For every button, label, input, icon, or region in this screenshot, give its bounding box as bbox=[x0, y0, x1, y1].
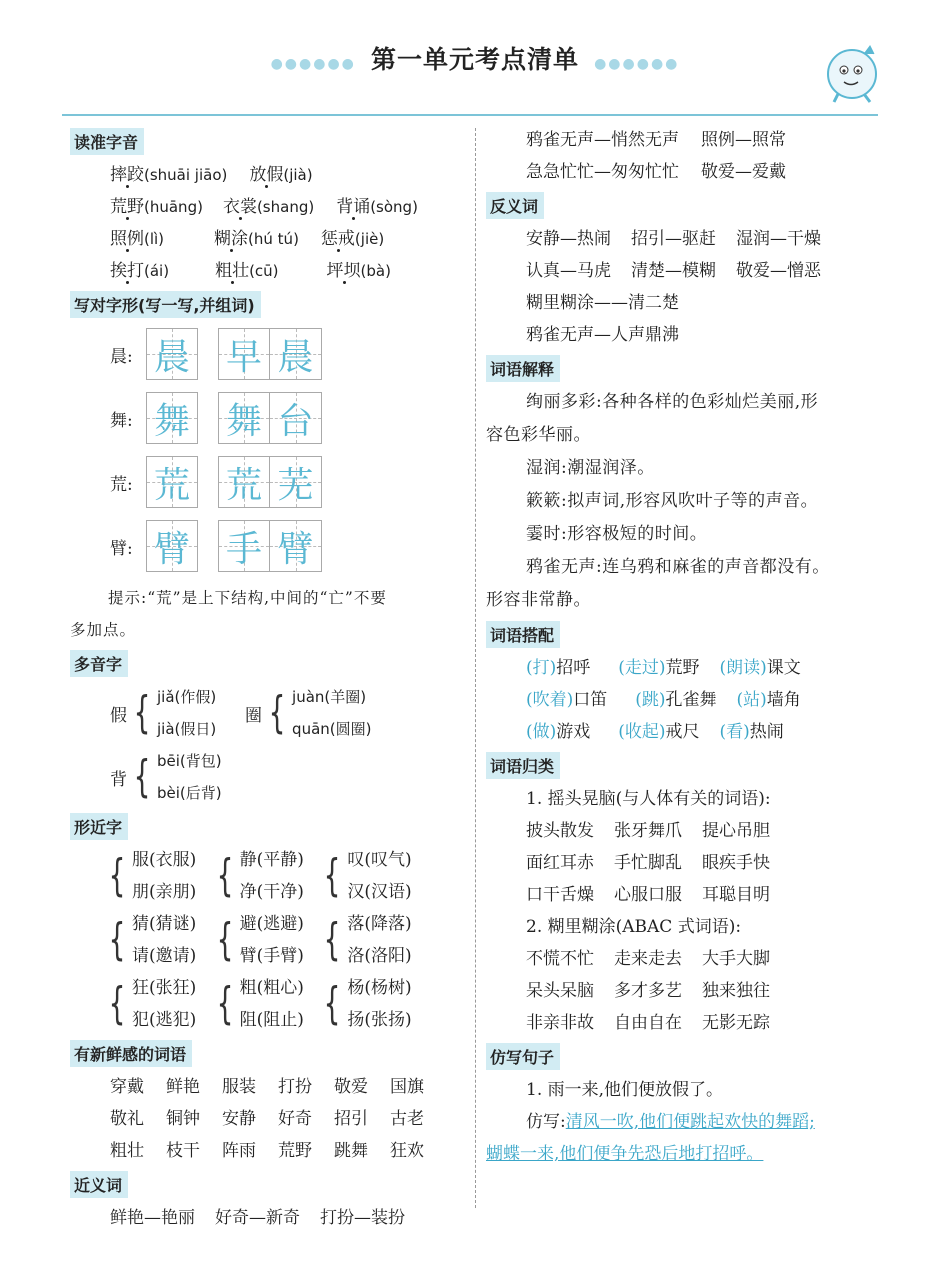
word: 打扮 bbox=[278, 1077, 312, 1097]
word: 敬爱 bbox=[334, 1077, 368, 1097]
word-row bbox=[486, 975, 886, 1007]
explanation-line: 绚丽多彩:各种各样的色彩灿烂美丽,形 bbox=[526, 392, 819, 412]
grid-box bbox=[146, 456, 198, 508]
antonym-pair: 鸦雀无声—人声鼎沸 bbox=[526, 325, 679, 345]
similar-char: 请(邀请) bbox=[132, 946, 197, 966]
synonym-pair: 打扮—装扮 bbox=[320, 1208, 405, 1228]
word: 非亲非故 bbox=[526, 1013, 594, 1033]
antonym-pair: 糊里糊涂——清二楚 bbox=[526, 293, 679, 313]
word: 放假 bbox=[249, 165, 284, 185]
column-divider bbox=[475, 128, 476, 1208]
left-column bbox=[70, 124, 466, 1234]
word: 粗壮 bbox=[110, 1141, 144, 1161]
word: 走来走去 bbox=[614, 949, 682, 969]
word: 好奇 bbox=[278, 1109, 312, 1129]
grid-box bbox=[270, 328, 322, 380]
grid-char: 臂 bbox=[277, 528, 314, 570]
word: 提心吊胆 bbox=[702, 821, 770, 841]
grid-box bbox=[146, 392, 198, 444]
grid-char: 早 bbox=[225, 336, 262, 378]
word: 衣裳 bbox=[222, 197, 257, 217]
antonym-pair: 清楚—模糊 bbox=[631, 261, 716, 281]
word: 不慌不忙 bbox=[526, 949, 594, 969]
word-row bbox=[70, 1071, 466, 1103]
synonym-pair: 急急忙忙—匆匆忙忙 bbox=[526, 162, 679, 182]
word: 课文 bbox=[766, 658, 801, 678]
imitation-label: 仿写: bbox=[526, 1112, 566, 1132]
polyphone-reading: jià(假日) bbox=[157, 720, 217, 738]
grid-char: 晨 bbox=[153, 336, 190, 378]
grid-char: 舞 bbox=[153, 400, 190, 442]
glyph-row bbox=[70, 450, 466, 514]
pinyin: (jiè) bbox=[354, 230, 385, 248]
collocation-row bbox=[486, 716, 886, 748]
synonym-pair: 鲜艳—艳丽 bbox=[110, 1208, 195, 1228]
pron-row bbox=[70, 159, 466, 191]
grid-box bbox=[146, 520, 198, 572]
similar-char: 叹(叹气) bbox=[347, 850, 412, 870]
word: 服装 bbox=[222, 1077, 256, 1097]
section-heading-imitation: 仿写句子 bbox=[486, 1043, 560, 1070]
imitation-answer: 清风一吹,他们便跳起欢快的舞蹈; bbox=[565, 1112, 815, 1132]
word: 敬礼 bbox=[110, 1109, 144, 1129]
word-row bbox=[70, 1135, 466, 1167]
explanation-line: 形容非常静。 bbox=[486, 590, 591, 610]
section-heading-classification: 词语归类 bbox=[486, 752, 560, 779]
similar-char: 狂(张狂) bbox=[132, 978, 197, 998]
grid-char: 芜 bbox=[277, 464, 314, 506]
word-row bbox=[486, 847, 886, 879]
word: 国旗 bbox=[390, 1077, 424, 1097]
word-row bbox=[70, 1103, 466, 1135]
antonym-pair: 招引—驱赶 bbox=[631, 229, 716, 249]
synonym-row bbox=[70, 1202, 466, 1234]
grid-box bbox=[270, 392, 322, 444]
polyphone-row: 假 { jiǎ(作假) jià(假日) 圈 { juàn(羊圈) quān(圆圈) bbox=[70, 681, 466, 745]
imitation-line bbox=[486, 1106, 886, 1138]
grid-box bbox=[146, 328, 198, 380]
decor-dots-left: ●●●●●● bbox=[270, 55, 356, 72]
section-heading-antonyms: 反义词 bbox=[486, 192, 544, 219]
section-heading-pronunciation: 读准字音 bbox=[70, 128, 144, 155]
pinyin: (bà) bbox=[360, 262, 391, 280]
section-heading-similar-chars: 形近字 bbox=[70, 813, 128, 840]
pinyin: (cū) bbox=[249, 262, 279, 280]
pron-row bbox=[70, 255, 466, 287]
section-heading-polyphones: 多音字 bbox=[70, 650, 128, 677]
similar-char: 猜(猜谜) bbox=[132, 914, 197, 934]
grid-box bbox=[270, 520, 322, 572]
collocation-row bbox=[486, 684, 886, 716]
synonym-pair: 照例—照常 bbox=[701, 130, 786, 150]
grid-box bbox=[218, 456, 270, 508]
similar-char: 净(干净) bbox=[239, 882, 304, 902]
imitation-line bbox=[486, 1138, 886, 1170]
collocation-row bbox=[486, 652, 886, 684]
hint-line: 多加点。 bbox=[70, 621, 137, 639]
word: 古老 bbox=[390, 1109, 424, 1129]
answer: (走过) bbox=[618, 658, 666, 678]
glyph-label: 荒: bbox=[110, 474, 133, 495]
word: 独来独往 bbox=[702, 981, 770, 1001]
similar-char: 服(衣服) bbox=[132, 850, 197, 870]
mascot-icon bbox=[820, 42, 884, 106]
synonym-pair: 敬爱—爱戴 bbox=[701, 162, 786, 182]
polyphone-row: 背 { bēi(背包) bèi(后背) bbox=[70, 745, 466, 809]
word: 枝干 bbox=[166, 1141, 200, 1161]
grid-char: 舞 bbox=[225, 400, 262, 442]
grid-char: 荒 bbox=[225, 464, 262, 506]
word: 耳聪目明 bbox=[702, 885, 770, 905]
explanation-line: 簌簌:拟声词,形容风吹叶子等的声音。 bbox=[526, 491, 819, 511]
word-row bbox=[486, 815, 886, 847]
section-heading-synonyms: 近义词 bbox=[70, 1171, 128, 1198]
glyph-label: 晨: bbox=[110, 346, 133, 367]
similar-char: 粗(粗心) bbox=[239, 978, 304, 998]
model-sentence: 1. 雨一来,他们便放假了。 bbox=[526, 1080, 724, 1100]
antonym-row bbox=[486, 255, 886, 287]
antonym-pair: 安静—热闹 bbox=[526, 229, 611, 249]
word: 狂欢 bbox=[390, 1141, 424, 1161]
word: 鲜艳 bbox=[166, 1077, 200, 1097]
answer: (收起) bbox=[618, 722, 666, 742]
header-rule bbox=[62, 114, 878, 116]
section-heading-collocations: 词语搭配 bbox=[486, 621, 560, 648]
grid-char: 晨 bbox=[277, 336, 314, 378]
word: 热闹 bbox=[749, 722, 784, 742]
polyphone-reading: jiǎ(作假) bbox=[157, 688, 217, 706]
pron-row bbox=[70, 223, 466, 255]
pinyin: (shuāi jiāo) bbox=[144, 166, 228, 184]
answer: (做) bbox=[526, 722, 557, 742]
similar-group-row: { 猜(猜谜) 请(邀请) { 避(逃避) 臂(手臂) { 落(降落) 洛(洛阳) bbox=[62, 908, 466, 972]
antonym-row bbox=[486, 287, 886, 319]
word: 照例 bbox=[110, 229, 144, 249]
glyph-row bbox=[70, 322, 466, 386]
similar-char: 朋(亲朋) bbox=[132, 882, 197, 902]
pinyin: (sòng) bbox=[370, 198, 418, 216]
similar-char: 扬(张扬) bbox=[347, 1010, 412, 1030]
pron-row bbox=[70, 191, 466, 223]
word: 披头散发 bbox=[526, 821, 594, 841]
explanation-line: 霎时:形容极短的时间。 bbox=[526, 524, 708, 544]
word-row bbox=[486, 879, 886, 911]
grid-box bbox=[218, 392, 270, 444]
word: 孔雀舞 bbox=[665, 690, 717, 710]
pinyin: (huāng) bbox=[144, 198, 203, 216]
similar-char: 犯(逃犯) bbox=[132, 1010, 197, 1030]
polyphone-char: 背 bbox=[110, 769, 127, 790]
grid-box bbox=[218, 328, 270, 380]
word: 坪坝 bbox=[326, 261, 361, 281]
word: 跳舞 bbox=[334, 1141, 368, 1161]
word: 大手大脚 bbox=[702, 949, 770, 969]
word: 自由自在 bbox=[614, 1013, 682, 1033]
word: 挨打 bbox=[110, 261, 144, 281]
answer: (站) bbox=[736, 690, 767, 710]
word: 背诵 bbox=[336, 197, 371, 217]
grid-box bbox=[218, 520, 270, 572]
synonym-pair: 鸦雀无声—悄然无声 bbox=[526, 130, 679, 150]
pinyin: (shang) bbox=[256, 198, 315, 216]
category-title: 2. 糊里糊涂(ABAC 式词语): bbox=[526, 917, 742, 937]
glyph-label: 舞: bbox=[110, 410, 133, 431]
word: 心服口服 bbox=[614, 885, 682, 905]
similar-char: 落(降落) bbox=[347, 914, 412, 934]
word: 墙角 bbox=[766, 690, 801, 710]
pinyin: (ái) bbox=[144, 262, 170, 280]
similar-char: 避(逃避) bbox=[239, 914, 304, 934]
word: 糊涂 bbox=[214, 229, 249, 249]
word: 粗壮 bbox=[215, 261, 250, 281]
hint-line: 提示:“荒”是上下结构,中间的“亡”不要 bbox=[108, 589, 387, 607]
explanation-line: 湿润:潮湿润泽。 bbox=[526, 458, 655, 478]
right-column bbox=[486, 124, 886, 1170]
polyphone-reading: bēi(背包) bbox=[157, 752, 222, 770]
grid-box bbox=[270, 456, 322, 508]
antonym-pair: 认真—马虎 bbox=[526, 261, 611, 281]
similar-char: 阻(阻止) bbox=[239, 1010, 304, 1030]
page-title: 第一单元考点清单 bbox=[370, 45, 579, 74]
grid-char: 臂 bbox=[153, 528, 190, 570]
word: 阵雨 bbox=[222, 1141, 256, 1161]
explanation-line: 容色彩华丽。 bbox=[486, 425, 591, 445]
section-heading-fresh-words: 有新鲜感的词语 bbox=[70, 1040, 192, 1067]
word: 荒野 bbox=[110, 197, 144, 217]
pinyin: (hú tú) bbox=[248, 230, 299, 248]
word: 荒野 bbox=[665, 658, 700, 678]
word: 荒野 bbox=[278, 1141, 312, 1161]
glyph-row bbox=[70, 514, 466, 578]
section-heading-glyphs: 写对字形(写一写,并组词) bbox=[70, 291, 261, 318]
pinyin: (lì) bbox=[144, 230, 165, 248]
word: 无影无踪 bbox=[702, 1013, 770, 1033]
antonym-pair: 湿润—干燥 bbox=[736, 229, 821, 249]
word: 眼疾手快 bbox=[702, 853, 770, 873]
category-title: 1. 摇头晃脑(与人体有关的词语): bbox=[526, 789, 771, 809]
synonym-row bbox=[486, 156, 886, 188]
polyphone-reading: juàn(羊圈) bbox=[292, 688, 367, 706]
polyphone-char: 圈 bbox=[245, 705, 263, 726]
answer: (朗读) bbox=[719, 658, 767, 678]
word: 面红耳赤 bbox=[526, 853, 594, 873]
decor-dots-right: ●●●●●● bbox=[594, 55, 680, 72]
word: 口笛 bbox=[573, 690, 608, 710]
word: 穿戴 bbox=[110, 1077, 144, 1097]
word: 张牙舞爪 bbox=[614, 821, 682, 841]
polyphone-char: 假 bbox=[110, 705, 127, 726]
word-row bbox=[486, 943, 886, 975]
antonym-row bbox=[486, 223, 886, 255]
word: 戒尺 bbox=[665, 722, 700, 742]
antonym-row bbox=[486, 319, 886, 351]
answer: (吹着) bbox=[526, 690, 574, 710]
similar-group-row: { 服(衣服) 朋(亲朋) { 静(平静) 净(干净) { 叹(叹气) 汉(汉语) bbox=[62, 844, 466, 908]
grid-char: 台 bbox=[277, 400, 314, 442]
word: 多才多艺 bbox=[614, 981, 682, 1001]
similar-char: 静(平静) bbox=[239, 850, 304, 870]
answer: (打) bbox=[526, 658, 557, 678]
word: 呆头呆脑 bbox=[526, 981, 594, 1001]
glyph-row bbox=[70, 386, 466, 450]
imitation-answer: 蝴蝶一来,他们便争先恐后地打招呼。 bbox=[486, 1144, 764, 1164]
word: 游戏 bbox=[556, 722, 591, 742]
synonym-row bbox=[486, 124, 886, 156]
section-heading-explanations: 词语解释 bbox=[486, 355, 560, 382]
answer: (看) bbox=[719, 722, 750, 742]
similar-char: 臂(手臂) bbox=[239, 946, 304, 966]
word: 摔跤 bbox=[110, 165, 144, 185]
similar-char: 汉(汉语) bbox=[347, 882, 412, 902]
grid-char: 荒 bbox=[153, 464, 190, 506]
similar-char: 杨(杨树) bbox=[347, 978, 412, 998]
word: 手忙脚乱 bbox=[614, 853, 682, 873]
word: 招引 bbox=[334, 1109, 368, 1129]
polyphone-reading: quān(圆圈) bbox=[292, 720, 372, 738]
word: 惩戒 bbox=[320, 229, 355, 249]
glyph-label: 臂: bbox=[110, 538, 133, 559]
word: 招呼 bbox=[556, 658, 591, 678]
word: 铜钟 bbox=[166, 1109, 200, 1129]
answer: (跳) bbox=[635, 690, 666, 710]
similar-group-row: { 狂(张狂) 犯(逃犯) { 粗(粗心) 阻(阻止) { 杨(杨树) 扬(张扬) bbox=[62, 972, 466, 1036]
word-row bbox=[486, 1007, 886, 1039]
explanation-line: 鸦雀无声:连乌鸦和麻雀的声音都没有。 bbox=[526, 557, 830, 577]
pinyin: (jià) bbox=[283, 166, 313, 184]
antonym-pair: 敬爱—憎恶 bbox=[736, 261, 821, 281]
synonym-pair: 好奇—新奇 bbox=[215, 1208, 300, 1228]
word: 口干舌燥 bbox=[526, 885, 594, 905]
polyphone-reading: bèi(后背) bbox=[157, 784, 222, 802]
page-header bbox=[0, 40, 950, 76]
word: 安静 bbox=[222, 1109, 256, 1129]
grid-char: 手 bbox=[225, 528, 262, 570]
similar-char: 洛(洛阳) bbox=[347, 946, 412, 966]
